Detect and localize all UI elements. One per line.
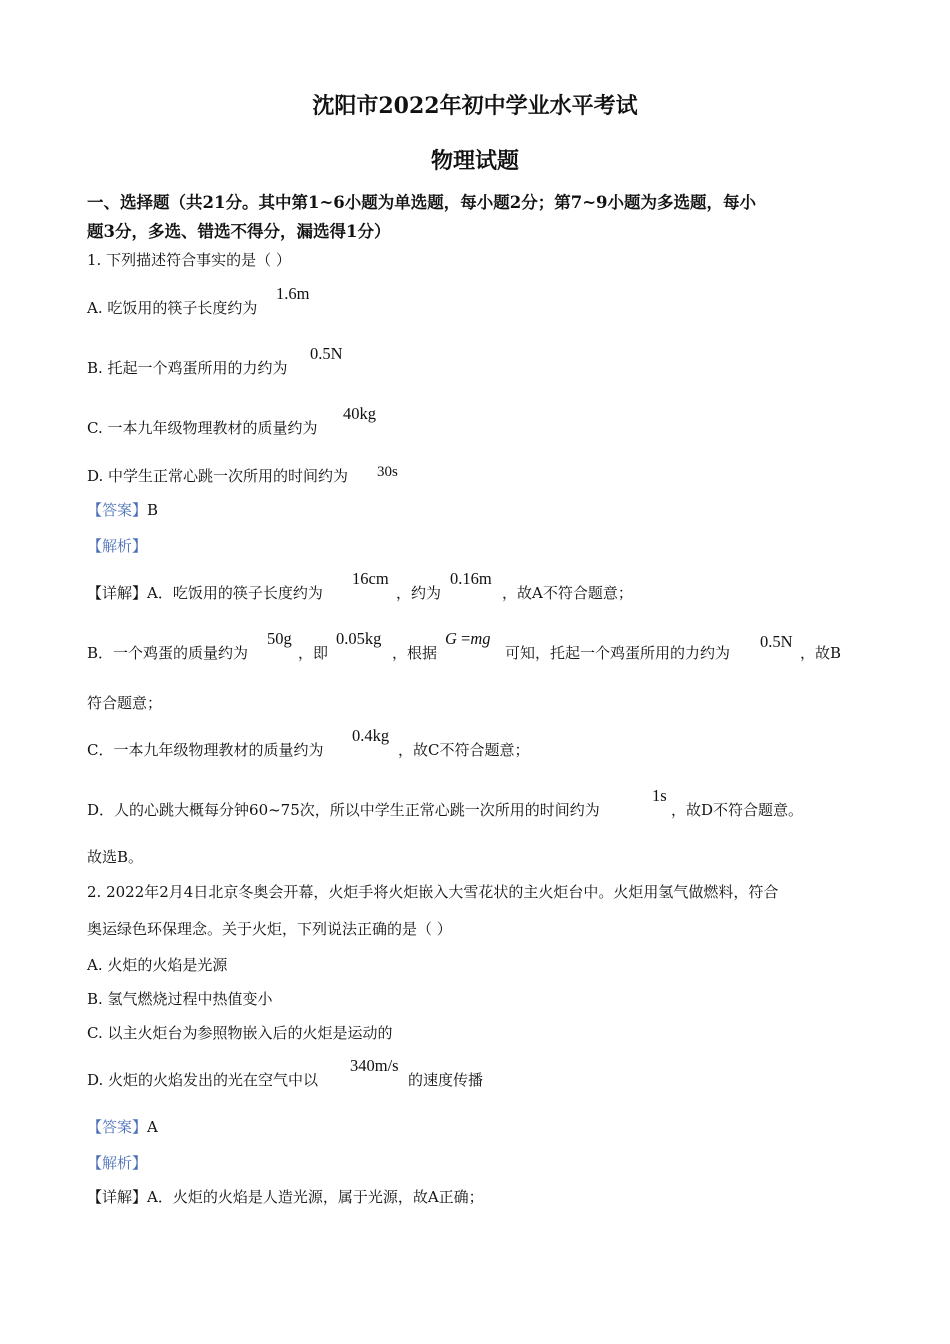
q2-option-b: B. 氢气燃烧过程中热值变小 [87, 990, 273, 1008]
q1-detail-a-text3: ，故A不符合题意； [502, 584, 633, 602]
q1-detail-b-value1: 50g [267, 629, 292, 648]
q1-detail-b-text5: ，故B [800, 644, 842, 662]
q1-detail-c-value1: 0.4kg [352, 726, 390, 745]
q1-detail-b-text4: 可知，托起一个鸡蛋所用的力约为 [505, 644, 731, 662]
q1-option-a: A. 吃饭用的筷子长度约为 [87, 299, 258, 317]
q1-analysis-tag: 【解析】 [87, 537, 148, 555]
page-subtitle: 物理试题 [430, 148, 519, 174]
q1-detail-a-value2: 0.16m [450, 569, 492, 588]
q1-stem: 1. 下列描述符合事实的是（ ） [87, 251, 291, 269]
q1-detail-b-text3: ，根据 [392, 644, 438, 662]
answer-value: B [147, 501, 159, 519]
q1-detail-c-text1: C．一本九年级物理教材的质量约为 [87, 741, 324, 759]
q1-option-c: C. 一本九年级物理教材的质量约为 [87, 419, 318, 437]
q2-option-c: C. 以主火炬台为参照物嵌入后的火炬是运动的 [87, 1024, 393, 1042]
q1-detail-b-text2: ，即 [298, 644, 329, 662]
formula-equals: = [461, 629, 471, 648]
answer-tag: 【答案】 [87, 501, 148, 519]
q1-detail-c-text2: ，故C不符合题意； [398, 741, 530, 759]
q1-detail-b-value2: 0.05kg [336, 629, 382, 648]
q2-option-d: D. 火炬的火焰发出的光在空气中以 [87, 1071, 319, 1089]
q1-detail-a-text1: 【详解】A．吃饭用的筷子长度约为 [87, 584, 323, 602]
q2-option-d-tail: 的速度传播 [408, 1071, 484, 1089]
q1-detail-b-formula [445, 630, 491, 648]
q2-answer [87, 1117, 158, 1137]
q1-option-d: D. 中学生正常心跳一次所用的时间约为 [87, 467, 349, 485]
q1-detail-a-value1: 16cm [352, 569, 389, 588]
answer-value: A [147, 1118, 158, 1136]
q1-option-a-value: 1.6m [276, 284, 310, 303]
q2-option-a: A. 火炬的火焰是光源 [87, 956, 228, 974]
formula-g: G [445, 629, 457, 648]
q1-answer [87, 500, 158, 520]
page-title: 沈阳市2022年初中学业水平考试 [312, 93, 638, 119]
q2-stem-line1: 2. 2022年2月4日北京冬奥会开幕，火炬手将火炬嵌入大雪花状的主火炬台中。火炬用氢气做燃料，符合 [87, 883, 779, 901]
answer-tag: 【答案】 [87, 1118, 148, 1136]
q2-analysis-tag: 【解析】 [87, 1154, 148, 1172]
section-heading-line1: 一、选择题（共21分。其中第1~6小题为单选题，每小题2分；第7~9小题为多选题，每小 [87, 193, 757, 212]
q1-option-b: B. 托起一个鸡蛋所用的力约为 [87, 359, 288, 377]
q1-conclusion: 故选B。 [87, 848, 144, 866]
q1-option-c-value: 40kg [343, 404, 376, 423]
q1-detail-a-text2: ，约为 [396, 584, 442, 602]
q1-detail-b-text6: 符合题意； [87, 694, 163, 712]
q2-detail-a: 【详解】A．火炬的火焰是人造光源，属于光源，故A正确； [87, 1188, 484, 1206]
q1-detail-b-value3: 0.5N [760, 632, 793, 651]
q1-option-d-value: 30s [377, 464, 398, 480]
q1-detail-b-text1: B．一个鸡蛋的质量约为 [87, 644, 249, 662]
q1-detail-d-value1: 1s [652, 786, 667, 805]
q2-stem-line2: 奥运绿色环保理念。关于火炬，下列说法正确的是（ ） [87, 920, 452, 938]
q1-option-b-value: 0.5N [310, 344, 343, 363]
formula-mg: mg [470, 629, 491, 648]
q1-detail-d-text2: ，故D不符合题意。 [671, 801, 804, 819]
section-heading-line2: 题3分，多选、错选不得分，漏选得1分） [87, 222, 391, 241]
q1-detail-d-text1: D．人的心跳大概每分钟60~75次，所以中学生正常心跳一次所用的时间约为 [87, 801, 600, 819]
q2-option-d-value: 340m/s [350, 1056, 399, 1075]
